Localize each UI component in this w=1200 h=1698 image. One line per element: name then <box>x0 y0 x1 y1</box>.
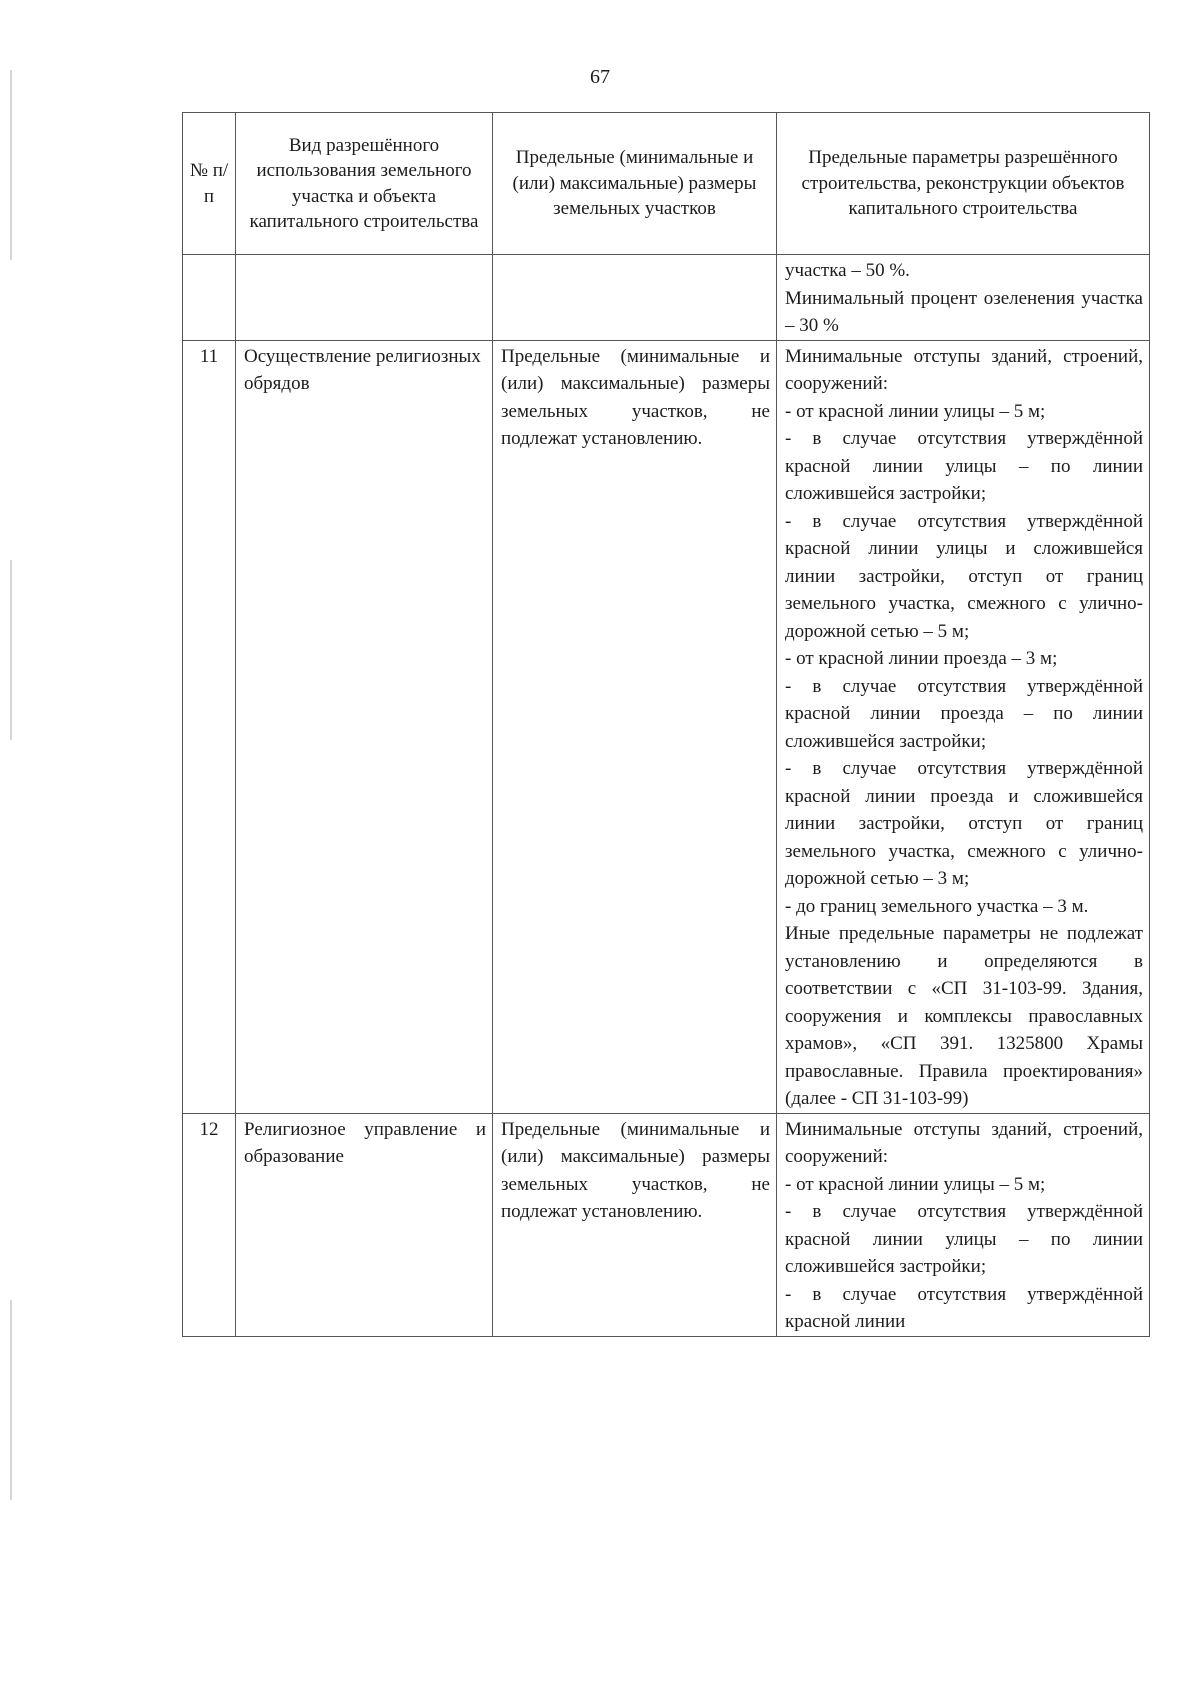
cell-build-params <box>777 255 1150 341</box>
cell-plot-size <box>493 340 777 1113</box>
header-number: № п/п <box>183 113 236 255</box>
cell-plot-size <box>493 255 777 341</box>
header-plot-size: Предельные (минимальные и (или) максимальные) размеры земельных участков <box>493 113 777 255</box>
header-build-params: Предельные параметры разрешённого строительства, реконструкции объектов капитального строительства <box>777 113 1150 255</box>
param-line: - в случае отсутствия утверждённой красной линии <box>785 1283 1143 1332</box>
regulation-table <box>182 112 1150 1337</box>
cell-use-type <box>236 1113 493 1336</box>
param-line: Иные предельные параметры не подлежат установлению и определяются в соответствии с «СП 31-103-99. Здания, сооружения и комплексы православных храмов», «СП 391. 1325800 Храмы православные. Правила проектирования» (далее - СП 31-103-99) <box>785 923 1143 1109</box>
cell-build-params <box>777 340 1150 1113</box>
table-header-row <box>183 113 1150 255</box>
param-line: - от красной линии улицы – 5 м; <box>785 1173 1046 1195</box>
param-line: Минимальные отступы зданий, строений, сооружений: <box>785 345 1143 394</box>
param-line: - в случае отсутствия утверждённой красной линии улицы – по линии сложившейся застройки; <box>785 428 1143 504</box>
param-line: - в случае отсутствия утверждённой красной линии улицы – по линии сложившейся застройки; <box>785 1201 1143 1277</box>
param-line: - от красной линии улицы – 5 м; <box>785 400 1046 422</box>
param-line: Минимальный процент озеленения участка – 30 % <box>785 287 1143 336</box>
param-line: - в случае отсутствия утверждённой красной линии улицы и сложившейся линии застройки, отступ от границ земельного участка, смежного с улично-дорожной сетью – 5 м; <box>785 510 1143 642</box>
param-line: - в случае отсутствия утверждённой красной линии проезда – по линии сложившейся застройки; <box>785 675 1143 752</box>
scan-edge-bottom <box>10 1300 12 1500</box>
use-type-text: Религиозное управление и образование <box>244 1118 486 1167</box>
cell-number <box>183 255 236 341</box>
cell-number: 12 <box>183 1113 236 1336</box>
plot-size-text: Предельные (минимальные и (или) максимальные) размеры земельных участков, не подлежат установлению. <box>501 345 770 449</box>
scan-edge-top <box>10 70 12 260</box>
param-line: участка – 50 %. <box>785 260 910 281</box>
cell-build-params <box>777 1113 1150 1336</box>
param-line: - до границ земельного участка – 3 м. <box>785 895 1089 917</box>
table-row-continuation <box>183 255 1150 341</box>
cell-use-type <box>236 255 493 341</box>
param-line: Минимальные отступы зданий, строений, сооружений: <box>785 1118 1143 1167</box>
header-use-type: Вид разрешённого использования земельного участка и объекта капитального строительства <box>236 113 493 255</box>
param-line: - от красной линии проезда – 3 м; <box>785 648 1058 669</box>
param-line: - в случае отсутствия утверждённой красной линии проезда и сложившейся линии застройки, отступ от границ земельного участка, смежного с улично-дорожной сетью – 3 м; <box>785 758 1143 889</box>
table-row-11 <box>183 340 1150 1113</box>
scan-edge-middle <box>10 560 12 740</box>
cell-number: 11 <box>183 340 236 1113</box>
plot-size-text: Предельные (минимальные и (или) максимальные) размеры земельных участков, не подлежат установлению. <box>501 1118 770 1222</box>
cell-plot-size <box>493 1113 777 1336</box>
table-row-12 <box>183 1113 1150 1336</box>
cell-use-type: Осуществление религиозных обрядов <box>236 340 493 1113</box>
page-number: 67 <box>590 66 610 88</box>
